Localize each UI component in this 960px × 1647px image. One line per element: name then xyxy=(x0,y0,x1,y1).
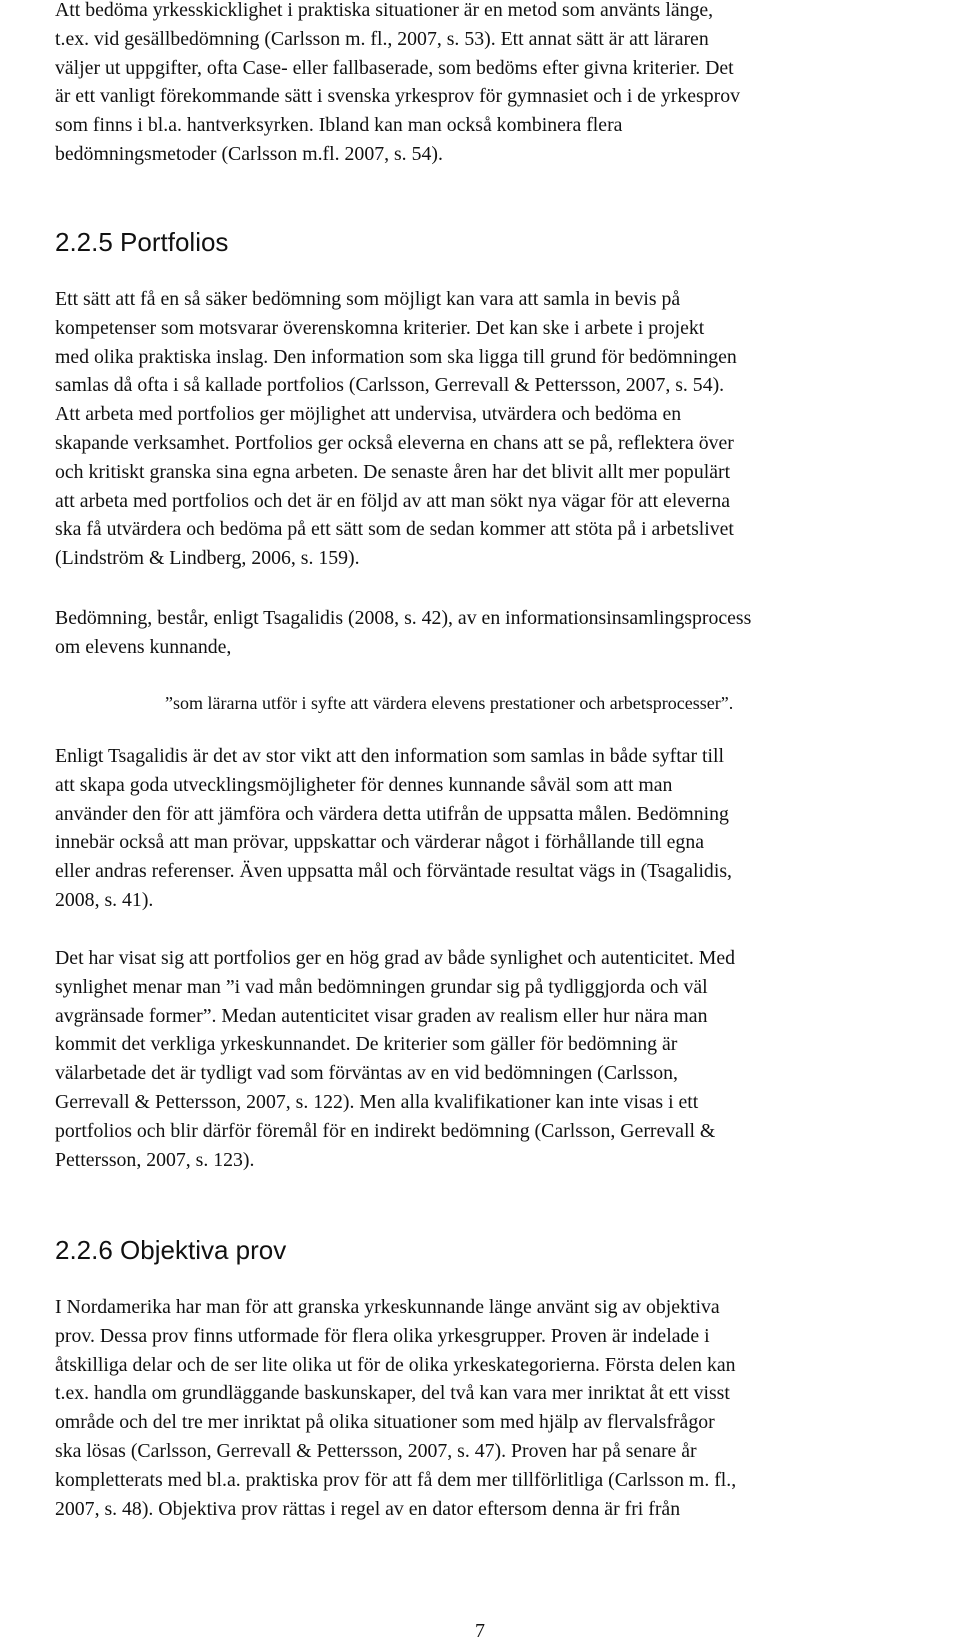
text-line: om elevens kunnande, xyxy=(55,635,232,658)
text-line: område och del tre mer inriktat på olika situationer som med hjälp av flervalsfrågor xyxy=(55,1411,715,1434)
text-line: t.ex. handla om grundläggande baskunskaper, del två kan vara mer inriktat åt ett visst xyxy=(55,1382,730,1405)
text-line: med olika praktiska inslag. Den information som ska ligga till grund för bedömningen xyxy=(55,345,737,368)
paragraph-portfolios-1 xyxy=(55,285,960,573)
text-line: att arbeta med portfolios och det är en följd av att man sökt nya vägar för att eleverna xyxy=(55,489,731,512)
text-line: väljer ut uppgifter, ofta Case- eller fallbaserade, som bedöms efter givna kriterier. Det xyxy=(55,56,734,79)
text-line: Enligt Tsagalidis är det av stor vikt att den information som samlas in både syftar till xyxy=(55,745,725,767)
paragraph-portfolios-2 xyxy=(55,604,960,662)
text-line: (Lindström & Lindberg, 2006, s. 159). xyxy=(55,547,360,570)
text-line: skapande verksamhet. Portfolios ger också eleverna en chans att se på, reflektera över xyxy=(55,431,734,454)
text-line: kompletterats med bl.a. praktiska prov för att få dem mer tillförlitliga (Carlsson m. fl., xyxy=(55,1468,737,1491)
text-line: är ett vanligt förekommande sätt i svenska yrkesprov för gymnasiet och i de yrkesprov xyxy=(55,85,741,108)
paragraph-intro xyxy=(55,0,960,169)
paragraph-portfolios-4 xyxy=(55,944,960,1174)
text-line: eller andras referenser. Även uppsatta mål och förväntade resultat vägs in (Tsagalidis, xyxy=(55,860,732,883)
section-heading-objektiva-prov: 2.2.6 Objektiva prov xyxy=(55,1235,287,1265)
text-line: avgränsade former”. Medan autenticitet visar graden av realism eller hur nära man xyxy=(55,1004,708,1027)
text-line: Ett sätt att få en så säker bedömning som möjligt kan vara att samla in bevis på xyxy=(55,288,681,310)
text-line: och kritiskt granska sina egna arbeten. De senaste åren har det blivit allt mer populärt xyxy=(55,460,731,483)
section-heading-portfolios: 2.2.5 Portfolios xyxy=(55,227,229,257)
text-line: Det har visat sig att portfolios ger en hög grad av både synlighet och autenticitet. Med xyxy=(55,947,736,969)
text-line: ska få utvärdera och bedöma på ett sätt som de sedan kommer att stöta på i arbetslivet xyxy=(55,518,734,541)
text-line: 2008, s. 41). xyxy=(55,888,154,911)
paragraph-portfolios-3 xyxy=(55,742,960,915)
text-line: samlas då ofta i så kallade portfolios (Carlsson, Gerrevall & Pettersson, 2007, s. 54). xyxy=(55,374,725,397)
page-number: 7 xyxy=(475,1620,485,1642)
text-line: prov. Dessa prov finns utformade för flera olika yrkesgrupper. Proven är indelade i xyxy=(55,1324,710,1347)
text-line: synlighet menar man ”i vad mån bedömningen grundar sig på tydliggjorda och väl xyxy=(55,975,708,998)
text-line: välarbetade det är tydligt vad som förväntas av en vid bedömningen (Carlsson, xyxy=(55,1062,678,1085)
text-line: kommit det verkliga yrkeskunnandet. De kriterier som gäller för bedömning är xyxy=(55,1033,678,1056)
text-line: Gerrevall & Pettersson, 2007, s. 122). Men alla kvalifikationer kan inte visas i ett xyxy=(55,1090,699,1113)
text-line: Pettersson, 2007, s. 123). xyxy=(55,1148,255,1171)
text-line: använder den för att jämföra och värdera detta utifrån de uppsatta målen. Bedömning xyxy=(55,802,729,825)
text-line: Att bedöma yrkesskicklighet i praktiska situationer är en metod som använts länge, xyxy=(55,0,714,21)
text-line: t.ex. vid gesällbedömning (Carlsson m. fl., 2007, s. 53). Ett annat sätt är att läraren xyxy=(55,27,709,50)
text-line: bedömningsmetoder (Carlsson m.fl. 2007, s. 54). xyxy=(55,142,443,165)
text-line: åtskilliga delar och de ser lite olika ut för de olika yrkeskategorierna. Första delen kan xyxy=(55,1353,736,1376)
text-line: som finns i bl.a. hantverksyrken. Ibland kan man också kombinera flera xyxy=(55,114,623,137)
text-line: att skapa goda utvecklingsmöjligheter för dennes kunnande såväl som att man xyxy=(55,773,673,796)
text-line: Bedömning, består, enligt Tsagalidis (2008, s. 42), av en informationsinsamlingsprocess xyxy=(55,607,752,629)
text-line: kompetenser som motsvarar överenskomna kriterier. Det kan ske i arbete i projekt xyxy=(55,316,705,339)
text-line: I Nordamerika har man för att granska yrkeskunnande länge använt sig av objektiva xyxy=(55,1296,720,1318)
paragraph-objektiva-prov xyxy=(55,1293,960,1523)
text-line: 2007, s. 48). Objektiva prov rättas i regel av en dator eftersom denna är fri från xyxy=(55,1497,681,1520)
text-line: Att arbeta med portfolios ger möjlighet att undervisa, utvärdera och bedöma en xyxy=(55,403,682,426)
text-line: ska lösas (Carlsson, Gerrevall & Pettersson, 2007, s. 47). Proven har på senare år xyxy=(55,1439,697,1462)
text-line: innebär också att man prövar, uppskattar och värderar något i förhållande till egna xyxy=(55,831,704,854)
block-quote: ”som lärarna utför i syfte att värdera elevens prestationer och arbetsprocesser”. xyxy=(165,693,734,713)
text-line: portfolios och blir därför föremål för en indirekt bedömning (Carlsson, Gerrevall & xyxy=(55,1119,716,1142)
